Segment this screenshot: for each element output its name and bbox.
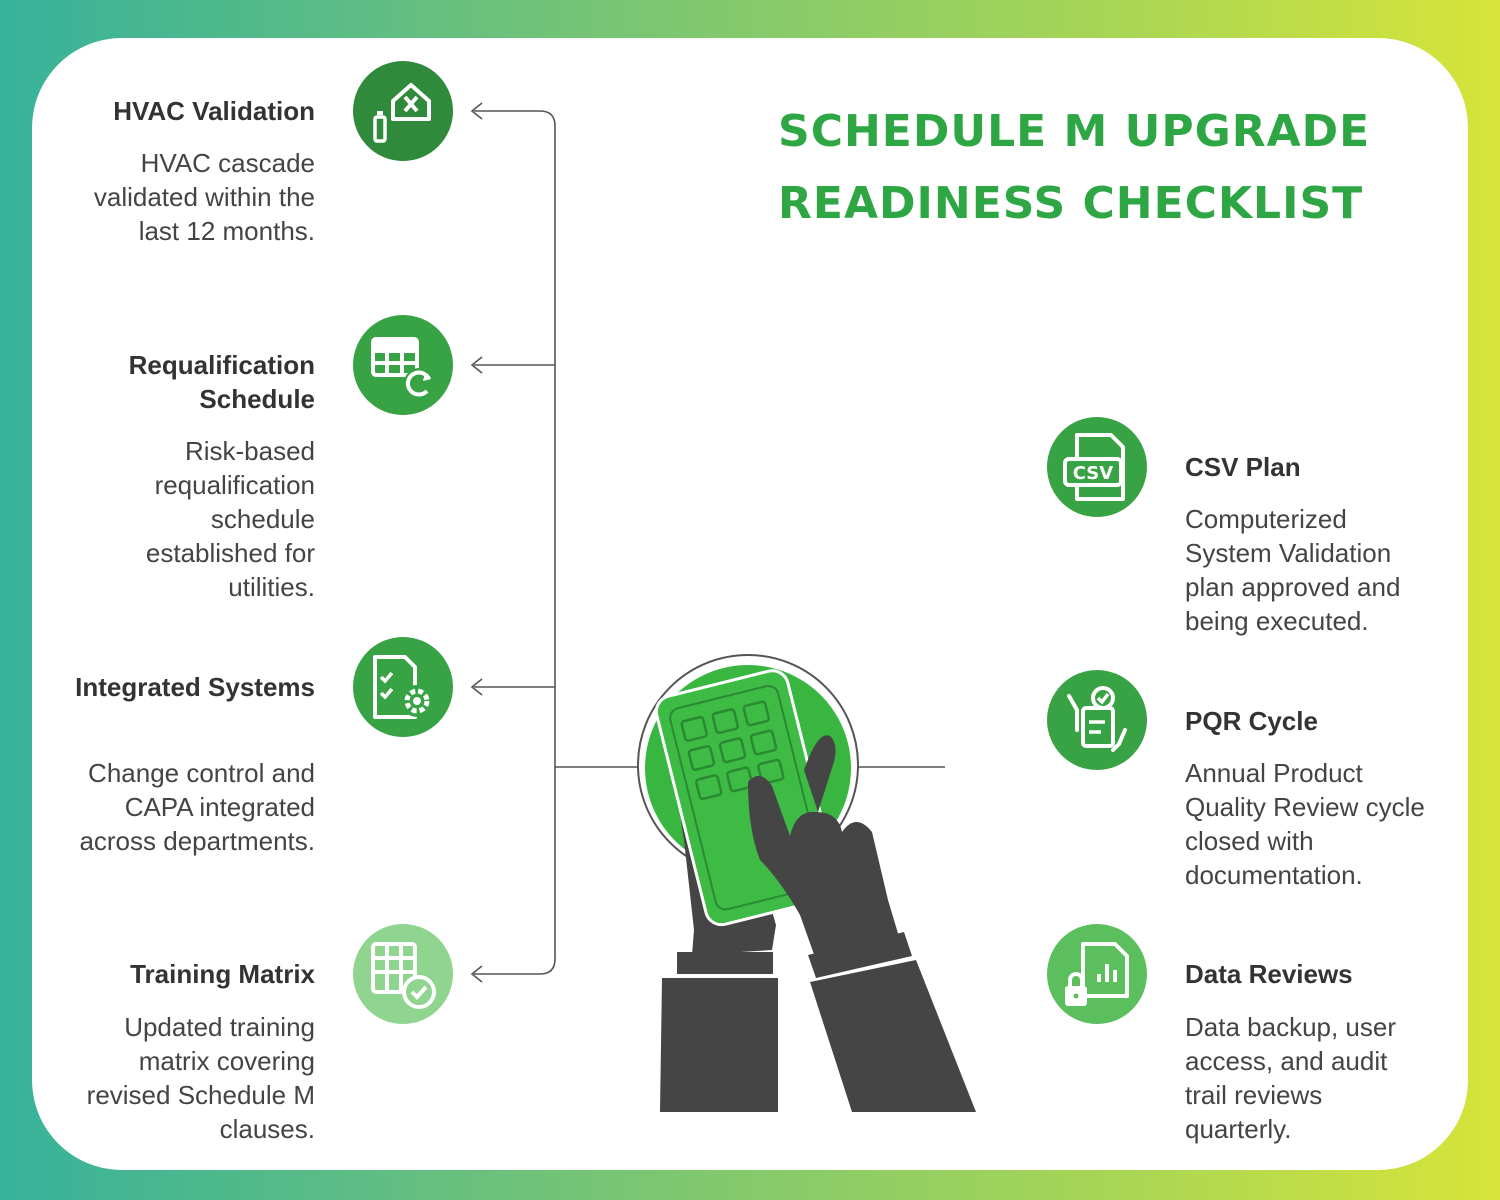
integrated-systems-description: Change control and CAPA integrated across departments.	[79, 758, 315, 856]
requalification-schedule-title: Requalification Schedule	[128, 350, 315, 414]
page-title-line-1: SCHEDULE M UPGRADE	[778, 106, 1371, 157]
training-matrix-title: Training Matrix	[130, 959, 315, 989]
pqr-cycle-title: PQR Cycle	[1185, 706, 1318, 736]
csv-plan-title: CSV Plan	[1185, 452, 1301, 482]
integrated-systems-title: Integrated Systems	[75, 672, 315, 702]
hvac-validation-description: HVAC cascade validated within the last 12 months.	[93, 148, 315, 246]
pqr-cycle-description: Annual Product Quality Review cycle closed with documentation.	[1185, 758, 1425, 890]
csv-plan-description: Computerized System Validation plan approved and being executed.	[1185, 504, 1401, 636]
data-reviews-description: Data backup, user access, and audit trail reviews quarterly.	[1185, 1012, 1397, 1144]
hvac-validation-title: HVAC Validation	[113, 96, 315, 126]
data-reviews-title: Data Reviews	[1185, 959, 1353, 989]
svg-text:CSV: CSV	[1072, 463, 1114, 484]
page-title-line-2: READINESS CHECKLIST	[778, 178, 1364, 229]
training-matrix-description: Updated training matrix covering revised Schedule M clauses.	[86, 1012, 315, 1144]
requalification-schedule-description: Risk-based requalification schedule established for utilities.	[145, 436, 315, 602]
